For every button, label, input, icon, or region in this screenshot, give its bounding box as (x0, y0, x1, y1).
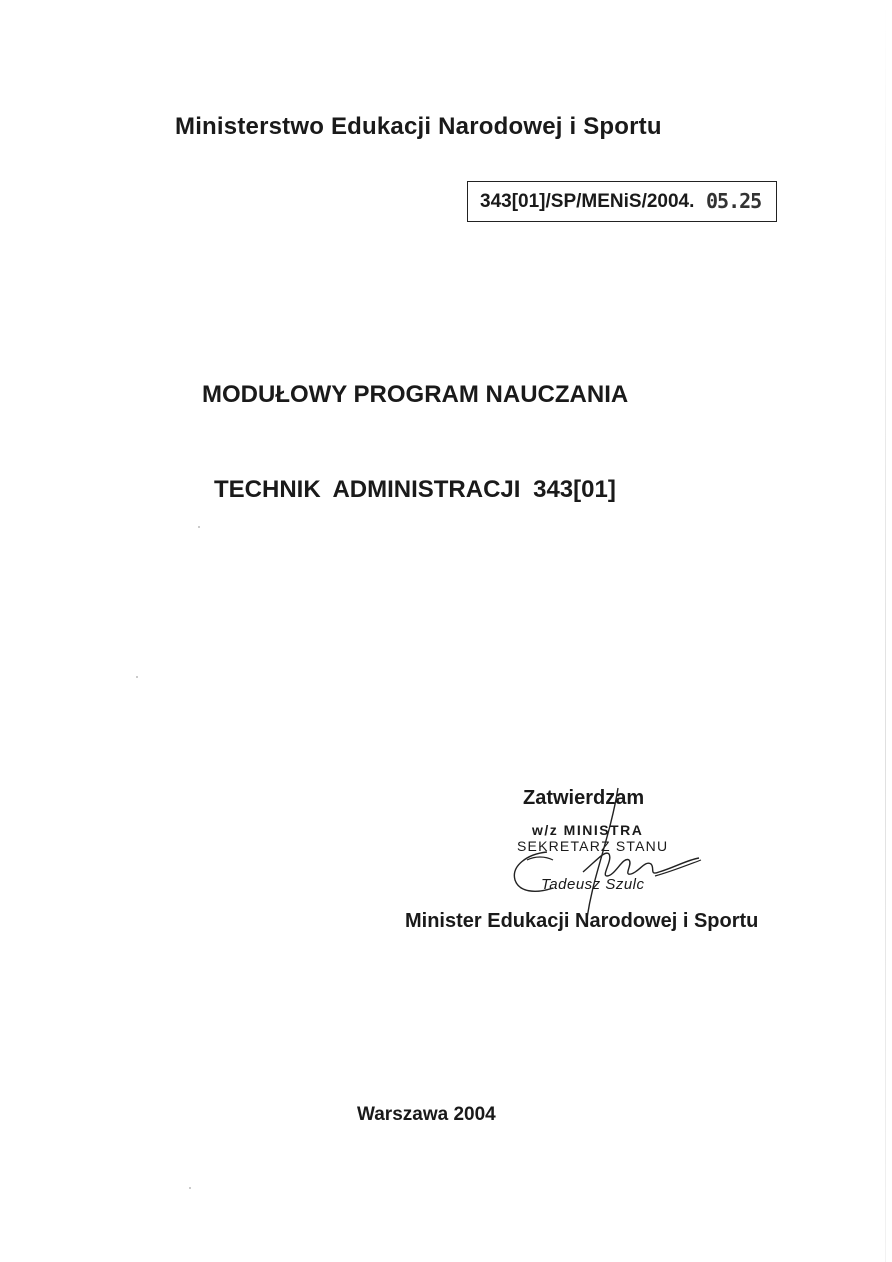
page-edge (885, 0, 886, 1262)
scan-speck (189, 1187, 191, 1189)
reference-date-stamp: 05.25 (706, 189, 762, 213)
stamp-line-secretary: SEKRETARZ STANU (517, 838, 669, 854)
program-title: MODUŁOWY PROGRAM NAUCZANIA (202, 381, 629, 408)
reference-number: 343[01]/SP/MENiS/2004. (480, 191, 695, 212)
stamp-line-minister: w/z MINISTRA (532, 822, 644, 838)
stamp-signatory-name: Tadeusz Szulc (541, 876, 645, 893)
handwritten-signature (505, 780, 715, 920)
place-and-date: Warszawa 2004 (357, 1104, 496, 1125)
approval-label: Zatwierdzam (523, 787, 645, 809)
ministry-name: Ministerstwo Edukacji Narodowej i Sportu (175, 113, 662, 140)
scan-speck (136, 676, 138, 678)
scan-speck (198, 526, 200, 528)
minister-title: Minister Edukacji Narodowej i Sportu (405, 910, 759, 932)
reference-number-box (467, 181, 777, 222)
profession-title: TECHNIK ADMINISTRACJI 343[01] (214, 476, 616, 503)
